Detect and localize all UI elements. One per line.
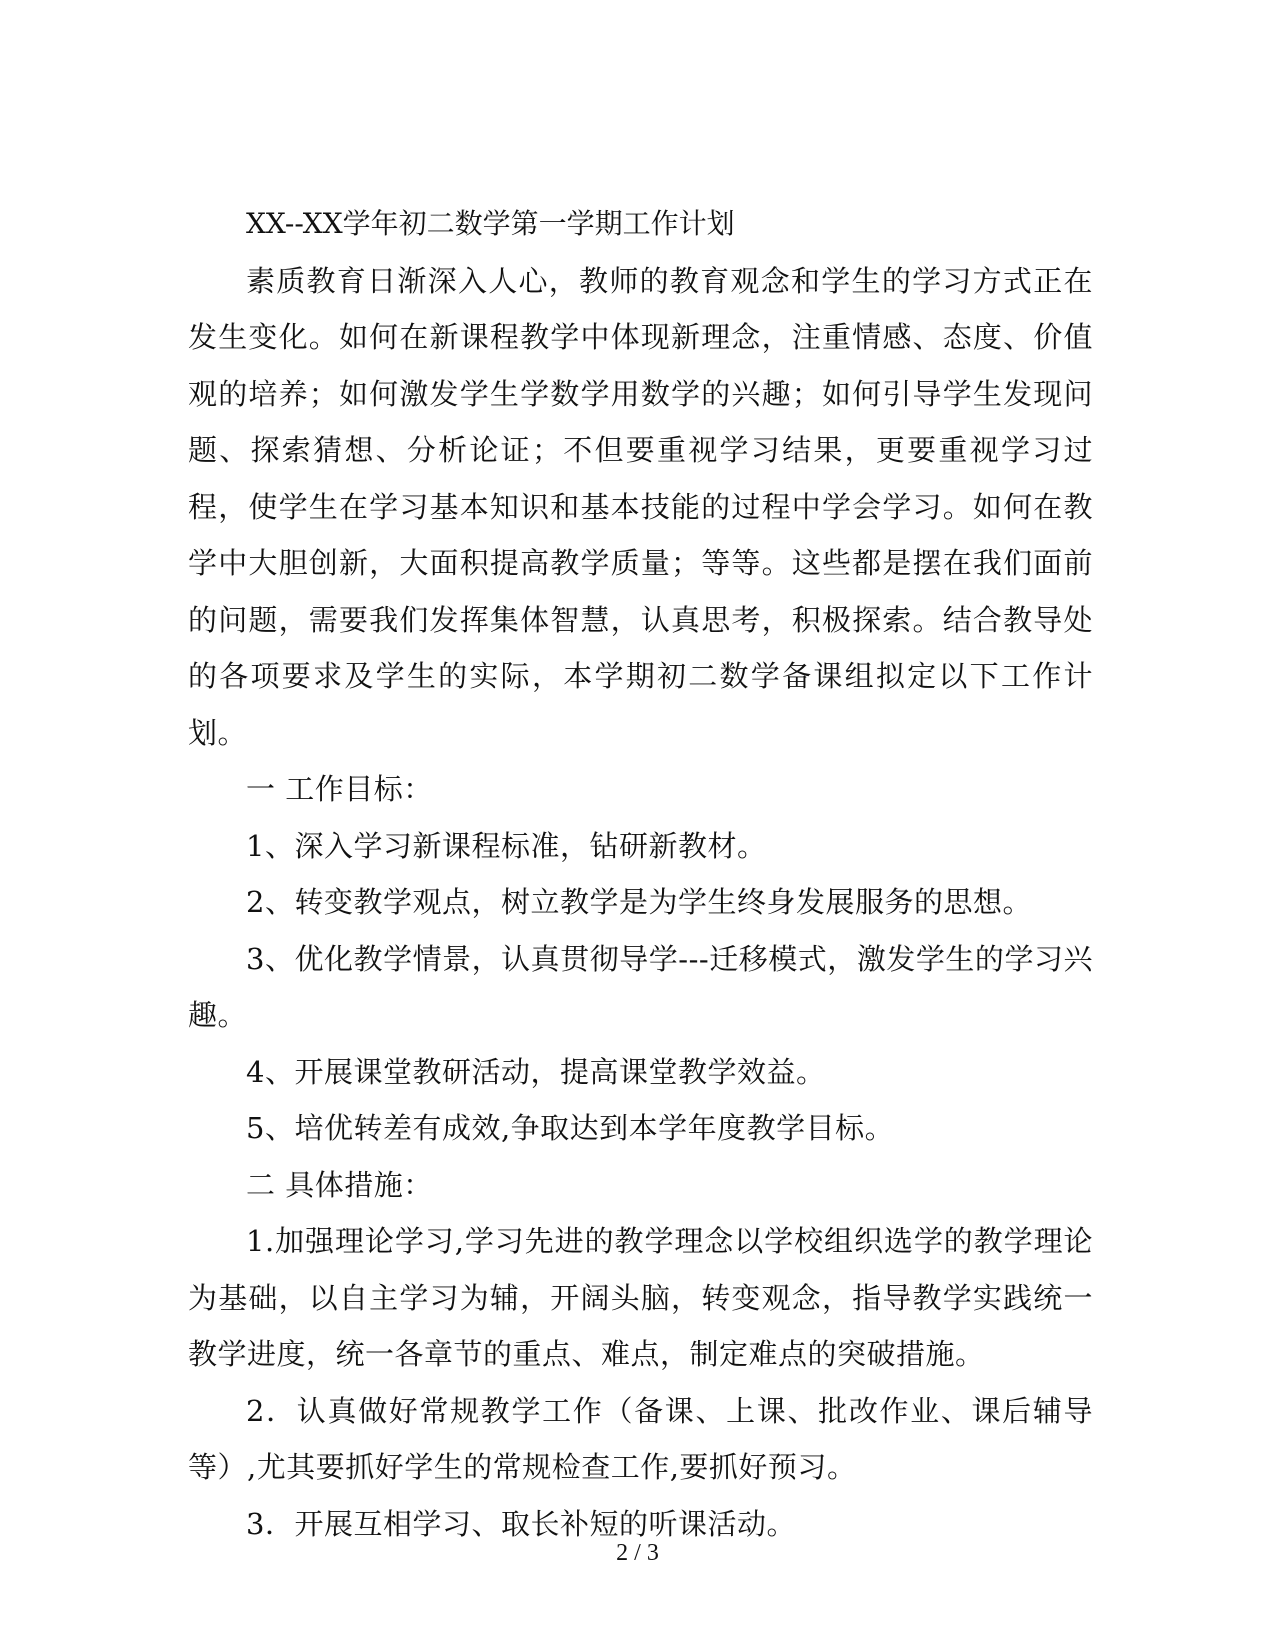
measure-item: 1.加强理论学习,学习先进的教学理念以学校组织选学的教学理论为基础，以自主学习为辅，开阔头脑，转变观念，指导教学实践统一教学进度，统一各章节的重点、难点，制定难点的突破措施。 — [188, 1224, 1093, 1371]
measure-item: 3．开展互相学习、取长补短的听课活动。 — [246, 1506, 796, 1541]
section-heading-goals: 一 工作目标： — [246, 772, 433, 806]
page-number: 2 / 3 — [616, 1540, 659, 1566]
intro-paragraph: 素质教育日渐深入人心，教师的教育观念和学生的学习方式正在发生变化。如何在新课程教学中体现新理念，注重情感、态度、价值观的培养；如何激发学生学数学用数学的兴趣；如何引导学生发现问题、探索猜想、分析论证；不但要重视学习结果，更要重视学习过程，使学生在学习基本知识和基本技能的过程中学会学习。如何在教学中大胆创新，大面积提高教学质量；等等。这些都是摆在我们面前的问题，需要我们发挥集体智慧，认真思考，积极探索。结合教导处的各项要求及学生的实际，本学期初二数学备课组拟定以下工作计划。 — [188, 263, 1093, 750]
goal-item: 4、开展课堂教研活动，提高课堂教学效益。 — [246, 1054, 826, 1089]
goal-item: 3、优化教学情景，认真贯彻导学---迁移模式，激发学生的学习兴趣。 — [188, 941, 1093, 1032]
goal-item: 1、深入学习新课程标准，钻研新教材。 — [246, 828, 767, 863]
goal-item: 2、转变教学观点，树立教学是为学生终身发展服务的思想。 — [246, 885, 1032, 919]
document-title: XX--XX学年初二数学第一学期工作计划 — [246, 207, 735, 240]
document-body — [188, 196, 1093, 1552]
section-heading-measures: 二 具体措施： — [246, 1167, 433, 1202]
measure-item: 2．认真做好常规教学工作（备课、上课、批改作业、课后辅导等）,尤其要抓好学生的常规检查工作,要抓好预习。 — [188, 1393, 1093, 1484]
goal-item: 5、培优转差有成效,争取达到本学年度教学目标。 — [246, 1111, 895, 1145]
